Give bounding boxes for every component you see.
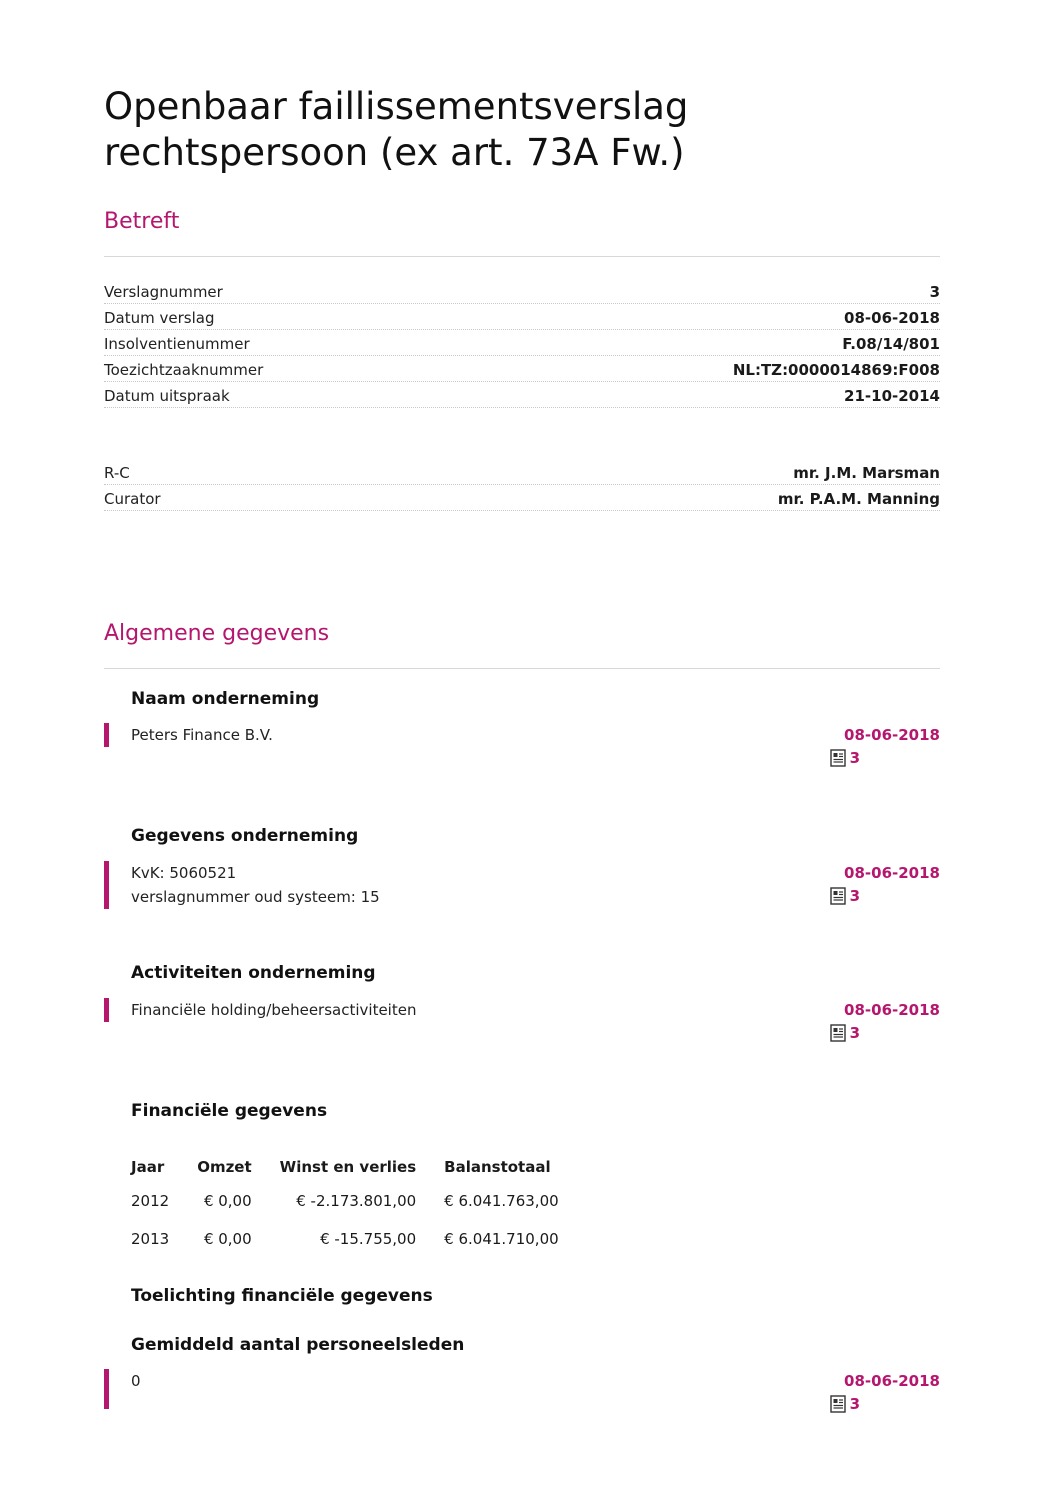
activiteiten-onderneming-title: Activiteiten onderneming <box>131 963 376 983</box>
column-header: Winst en verlies <box>279 1158 417 1176</box>
page-title: Openbaar faillissementsverslag rechtspersoon (ex art. 73A Fw.) <box>104 85 689 174</box>
document-icon <box>830 887 846 905</box>
entry-line: Peters Finance B.V. <box>131 726 273 744</box>
detail-value: NL:TZ:0000014869:F008 <box>732 361 940 379</box>
detail-label: Datum uitspraak <box>104 387 230 405</box>
table-cell: € 6.041.710,00 <box>444 1230 559 1248</box>
detail-row <box>104 304 940 330</box>
divider <box>104 256 940 257</box>
report-link[interactable] <box>830 1024 860 1042</box>
financiele-gegevens-title: Financiële gegevens <box>131 1101 328 1121</box>
table-cell: € 0,00 <box>203 1230 252 1248</box>
table-cell: 2013 <box>131 1230 170 1248</box>
detail-value: F.08/14/801 <box>842 335 940 353</box>
entry-text <box>131 723 273 747</box>
detail-value: 08-06-2018 <box>844 309 940 327</box>
personeelsleden-entry <box>104 1369 940 1429</box>
report-number: 3 <box>849 749 860 767</box>
gegevens-onderneming-title: Gegevens onderneming <box>131 826 359 846</box>
report-number: 3 <box>849 887 860 905</box>
report-number: 3 <box>849 1395 860 1413</box>
entry-date: 08-06-2018 <box>844 1372 940 1390</box>
detail-label: Verslagnummer <box>104 283 223 301</box>
case-details <box>104 278 940 408</box>
table-cell: € -15.755,00 <box>320 1230 417 1248</box>
table-row <box>131 1220 587 1258</box>
detail-row <box>104 356 940 382</box>
section-betreft-heading: Betreft <box>104 209 180 234</box>
table-row <box>131 1182 587 1220</box>
entry-text <box>131 861 380 909</box>
personeelsleden-title: Gemiddeld aantal personeelsleden <box>131 1335 465 1355</box>
document-icon <box>830 1024 846 1042</box>
table-cell: 2012 <box>131 1192 170 1210</box>
toelichting-financiele-gegevens-title: Toelichting financiële gegevens <box>131 1286 433 1306</box>
entry-date: 08-06-2018 <box>844 864 940 882</box>
entry-date: 08-06-2018 <box>844 1001 940 1019</box>
report-link[interactable] <box>830 749 860 767</box>
financial-table <box>131 1152 587 1258</box>
report-link[interactable] <box>830 1395 860 1413</box>
divider <box>104 668 940 669</box>
table-cell: € -2.173.801,00 <box>296 1192 417 1210</box>
person-row <box>104 485 940 511</box>
entry-marker <box>104 998 109 1022</box>
entry-line: verslagnummer oud systeem: 15 <box>131 888 380 906</box>
person-role: Curator <box>104 490 161 508</box>
table-header-row <box>131 1152 587 1182</box>
table-cell: € 6.041.763,00 <box>444 1192 559 1210</box>
activiteiten-onderneming-entry <box>104 998 940 1058</box>
document-icon <box>830 749 846 767</box>
detail-value: 21-10-2014 <box>844 387 940 405</box>
table-cell: € 0,00 <box>203 1192 252 1210</box>
entry-meta <box>830 861 940 905</box>
person-name: mr. P.A.M. Manning <box>777 490 940 508</box>
detail-label: Insolventienummer <box>104 335 250 353</box>
detail-row <box>104 330 940 356</box>
detail-label: Datum verslag <box>104 309 215 327</box>
person-row <box>104 459 940 485</box>
column-header: Omzet <box>197 1158 252 1176</box>
person-name: mr. J.M. Marsman <box>793 464 940 482</box>
entry-line: Financiële holding/beheersactiviteiten <box>131 1001 417 1019</box>
detail-label: Toezichtzaaknummer <box>104 361 264 379</box>
column-header: Jaar <box>131 1158 165 1176</box>
document-icon <box>830 1395 846 1413</box>
naam-onderneming-title: Naam onderneming <box>131 689 320 709</box>
naam-onderneming-entry <box>104 723 940 783</box>
entry-meta <box>830 723 940 767</box>
report-link[interactable] <box>830 887 860 905</box>
entry-meta <box>830 998 940 1042</box>
entry-meta <box>830 1369 940 1413</box>
entry-date: 08-06-2018 <box>844 726 940 744</box>
case-people <box>104 459 940 511</box>
detail-row <box>104 278 940 304</box>
entry-text <box>131 1369 141 1393</box>
detail-row <box>104 382 940 408</box>
section-algemeen-heading: Algemene gegevens <box>104 621 330 646</box>
gegevens-onderneming-entry <box>104 861 940 921</box>
entry-marker <box>104 1369 109 1409</box>
entry-text <box>131 998 416 1022</box>
entry-line: 0 <box>131 1372 141 1390</box>
person-role: R-C <box>104 464 130 482</box>
entry-line: KvK: 5060521 <box>131 864 237 882</box>
entry-marker <box>104 723 109 747</box>
entry-marker <box>104 861 109 909</box>
detail-value: 3 <box>929 283 940 301</box>
column-header: Balanstotaal <box>444 1158 551 1176</box>
report-number: 3 <box>849 1024 860 1042</box>
